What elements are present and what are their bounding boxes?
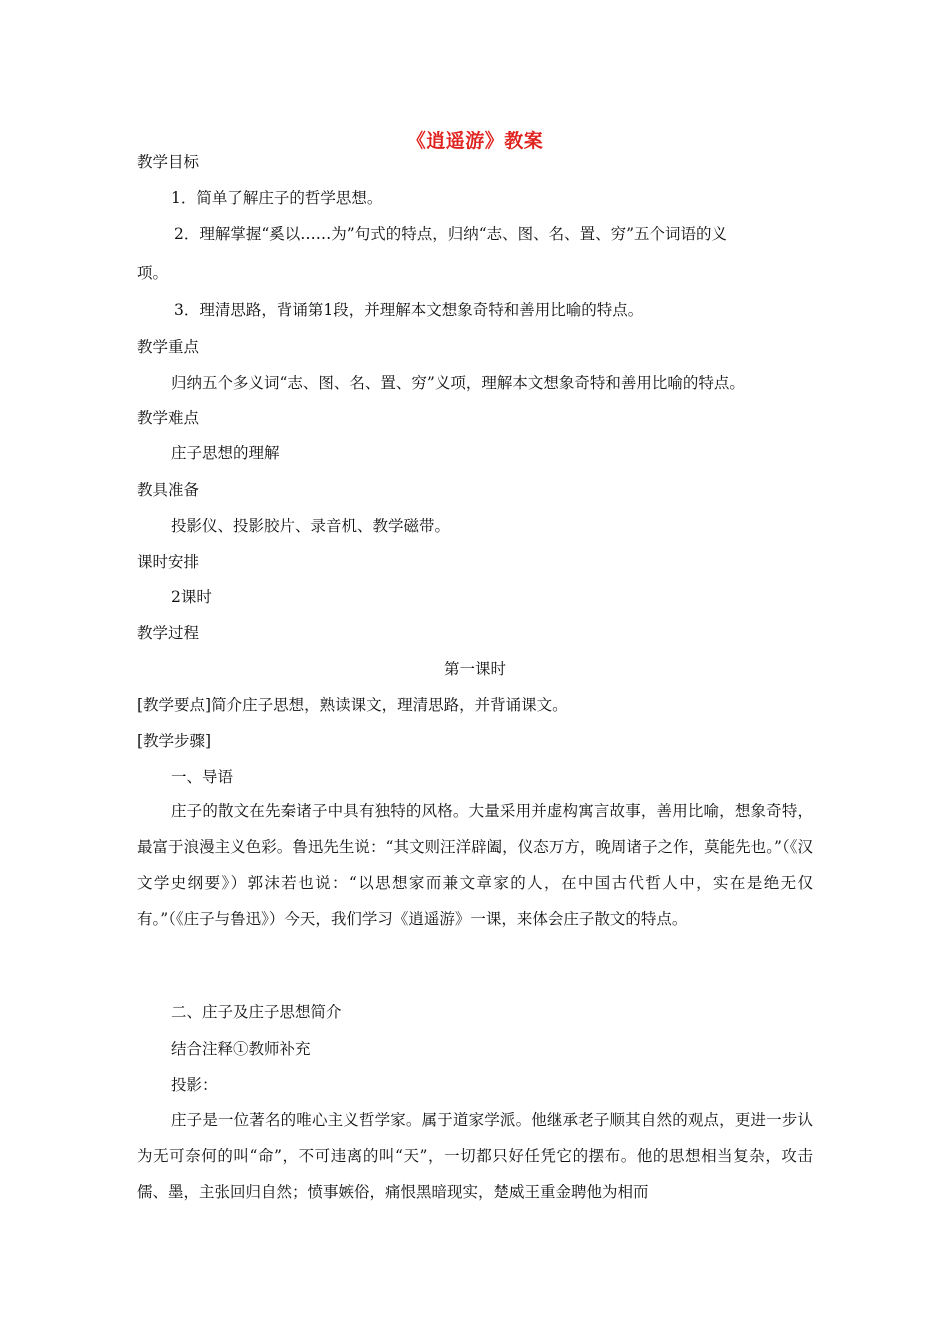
- goal-item-3: 3．理清思路，背诵第1段，并理解本文想象奇特和善用比喻的特点。: [174, 301, 644, 319]
- key-points-text: 归纳五个多义词“志、图、名、置、穷”义项，理解本文想象奇特和善用比喻的特点。: [171, 374, 745, 392]
- document-title: 《逍遥游》教案: [406, 130, 544, 152]
- schedule-text: 2课时: [171, 588, 212, 606]
- bio-paragraph: 庄子是一位著名的唯心主义哲学家。属于道家学派。他继承老子顺其自然的观点，更进一步认为无可奈何的叫“命”，不可违离的叫“天”，一切都只好任凭它的摆布。他的思想相当复杂，攻击儒、墨，主张回归自然；愤事嫉俗，痛恨黑暗现实，楚威王重金聘他为相而: [137, 1111, 813, 1201]
- projection-label: 投影：: [171, 1076, 218, 1094]
- heading-key-points: 教学重点: [137, 338, 200, 356]
- heading-teaching-tools: 教具准备: [137, 481, 200, 499]
- heading-teaching-process: 教学过程: [137, 624, 200, 642]
- lesson-title: 第一课时: [443, 660, 506, 678]
- intro-paragraph-block: [137, 793, 813, 937]
- difficulties-text: 庄子思想的理解: [171, 444, 280, 462]
- teaching-steps-label: [教学步骤]: [137, 732, 212, 750]
- goal-item-2-continued: 项。: [137, 264, 169, 282]
- section-heading-zhuangzi: 二、庄子及庄子思想简介: [171, 1003, 342, 1021]
- goal-item-1: 1．简单了解庄子的哲学思想。: [171, 189, 383, 207]
- lesson-key-points: [教学要点]简介庄子思想，熟读课文，理清思路，并背诵课文。: [137, 696, 568, 714]
- intro-paragraph: 庄子的散文在先秦诸子中具有独特的风格。大量采用并虚构寓言故事，善用比喻，想象奇特，最富于浪漫主义色彩。鲁迅先生说：“其文则汪洋辟阖，仪态万方，晚周诸子之作，莫能先也。”（《汉文学史纲要》）郭沫若也说：“以思想家而兼文章家的人，在中国古代哲人中，实在是绝无仅有。”（《庄子与鲁迅》）今天，我们学习《逍遥游》一课，来体会庄子散文的特点。: [137, 802, 813, 928]
- annotation-note: 结合注释①教师补充: [171, 1040, 311, 1058]
- heading-schedule: 课时安排: [137, 553, 200, 571]
- heading-teaching-goals: 教学目标: [137, 153, 200, 171]
- teaching-tools-text: 投影仪、投影胶片、录音机、教学磁带。: [171, 517, 451, 535]
- section-heading-intro: 一、导语: [171, 768, 234, 786]
- goal-item-2: 2．理解掌握“奚以……为”句式的特点，归纳“志、图、名、置、穷”五个词语的义: [174, 225, 728, 243]
- heading-difficulties: 教学难点: [137, 409, 200, 427]
- bio-paragraph-block: [137, 1102, 813, 1210]
